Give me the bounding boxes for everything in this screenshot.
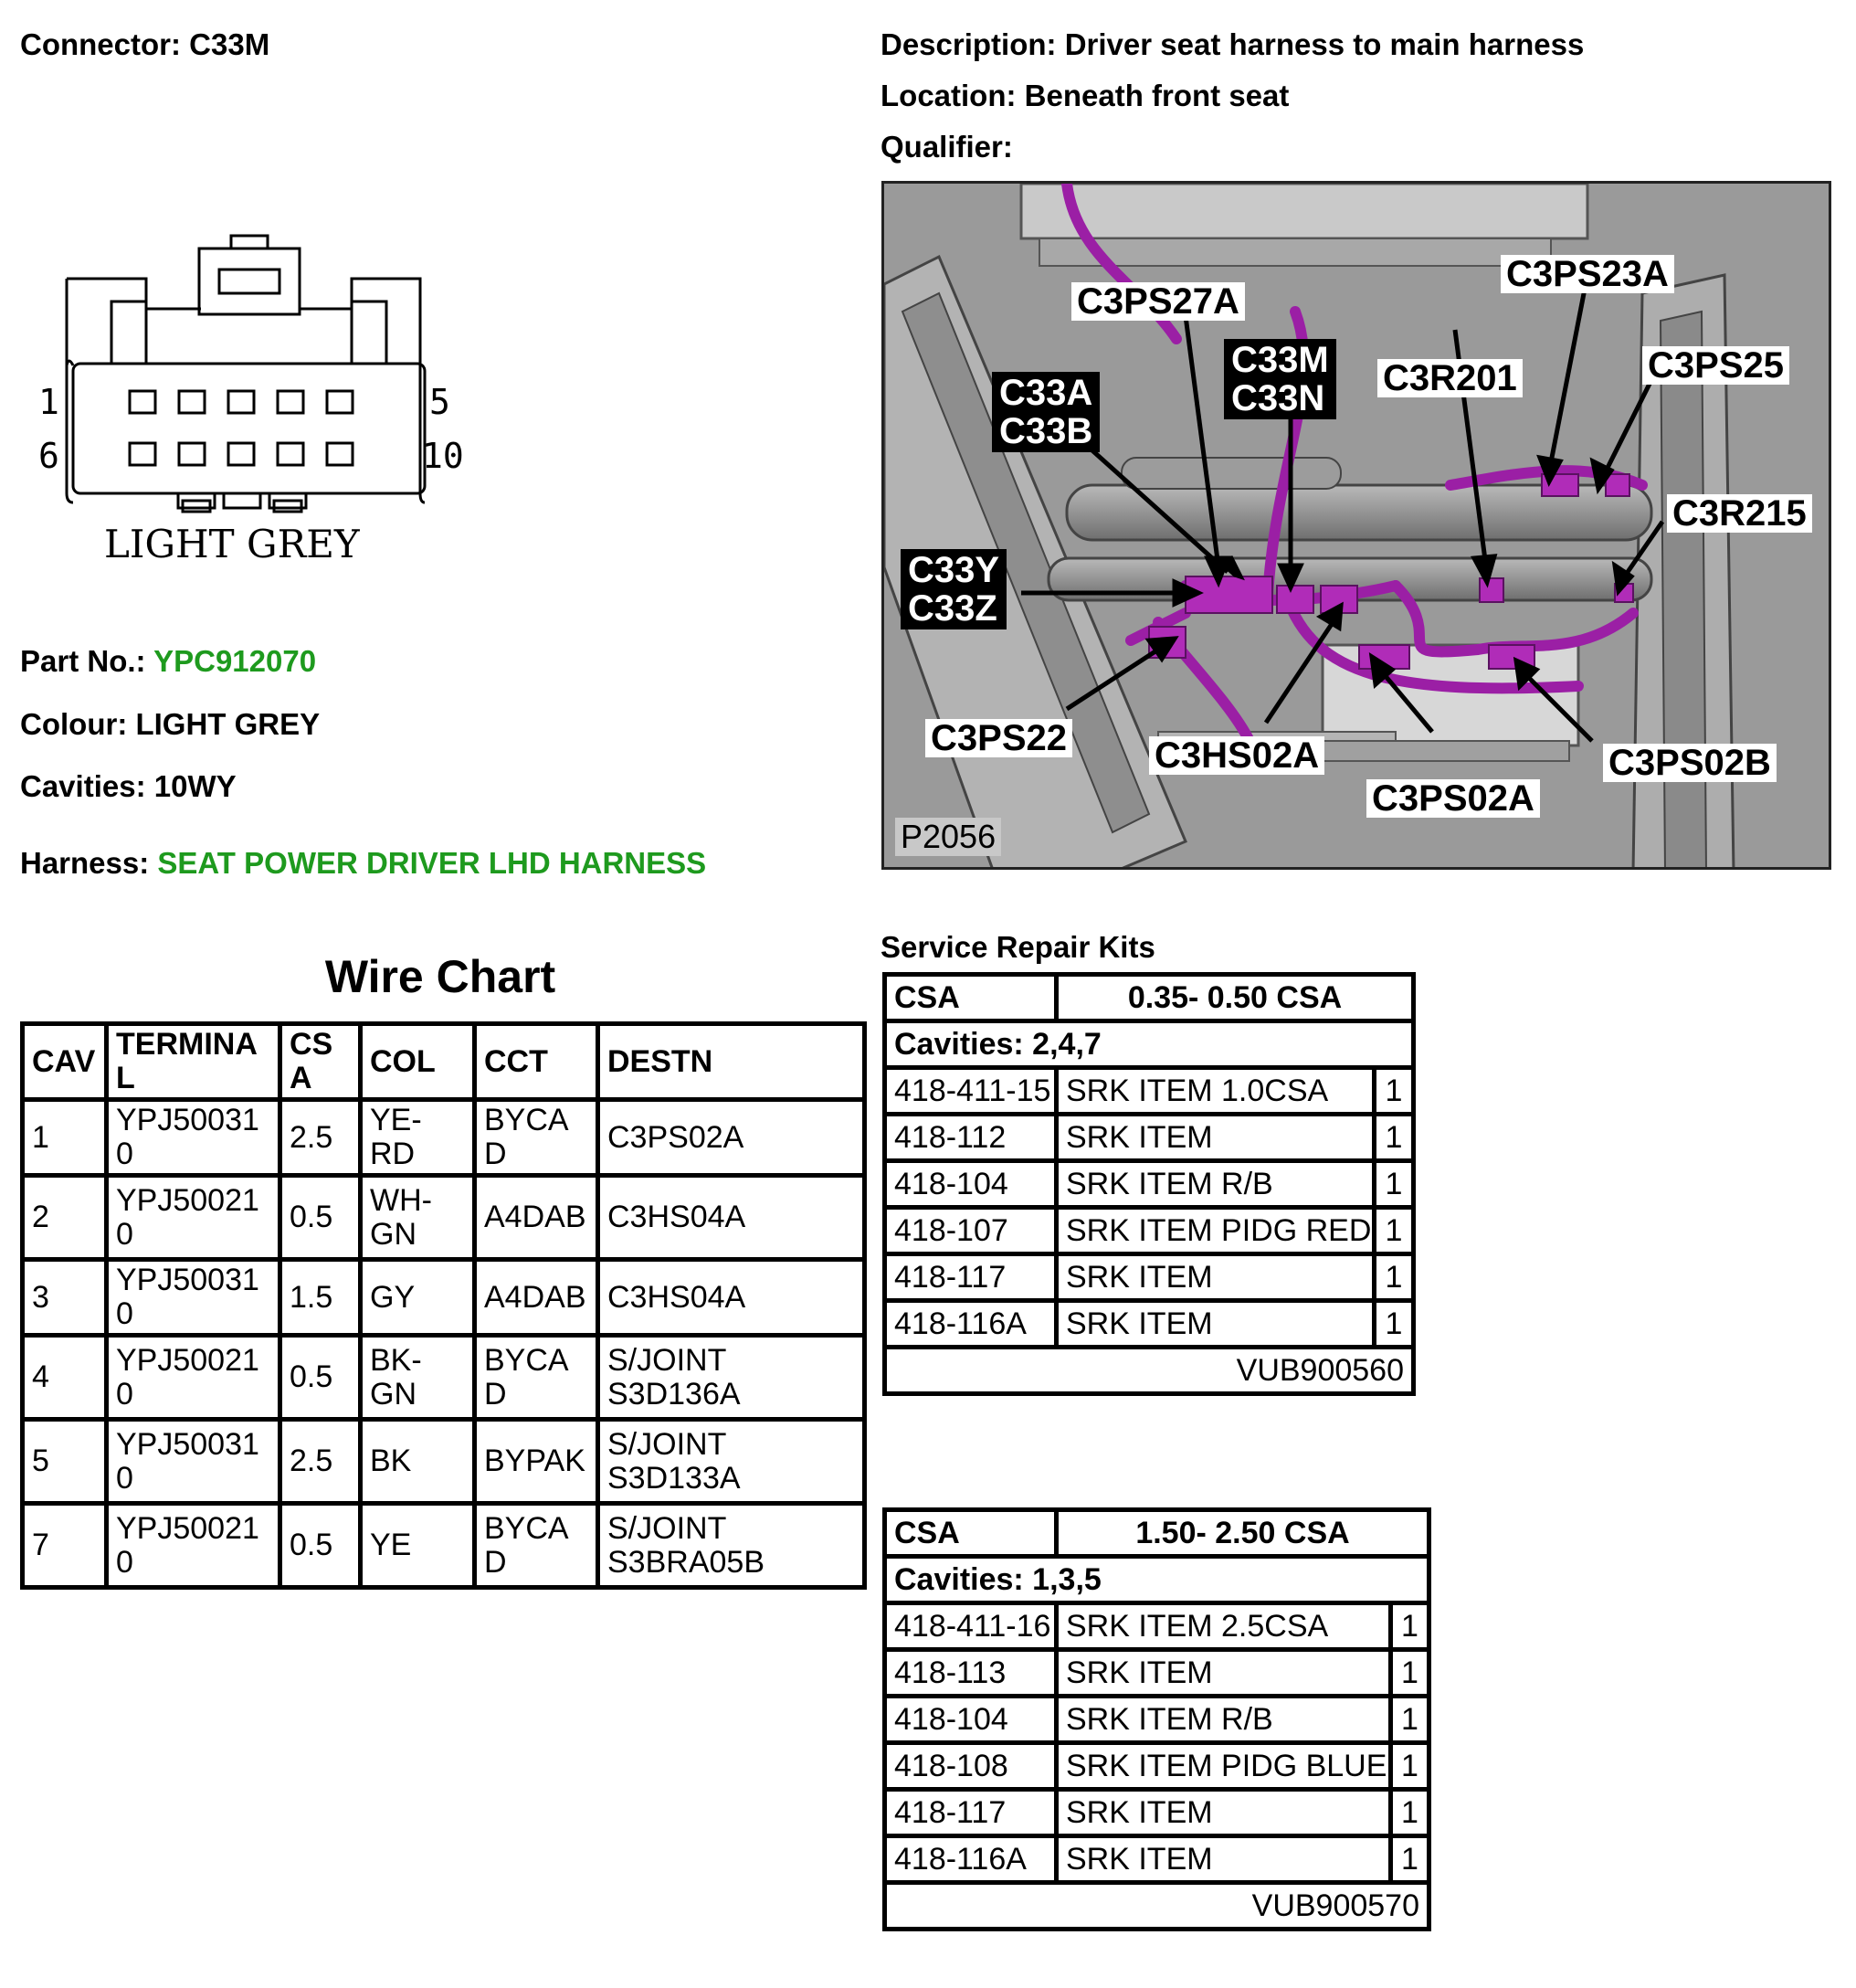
table-row (23, 1260, 865, 1336)
table-row (885, 1301, 1414, 1348)
callout-c33z: C33Z (908, 588, 997, 629)
kit-item-code: 418-104 (885, 1161, 1057, 1208)
kit-item-qty: 1 (1391, 1743, 1429, 1790)
kit-cavities: Cavities: 2,4,7 (885, 1021, 1414, 1068)
kit-item-desc: SRK ITEM (1057, 1836, 1391, 1883)
callout-c33y: C33Y (908, 550, 1000, 590)
kit-item-desc: SRK ITEM R/B (1057, 1697, 1391, 1743)
col-header-csa: CSA (280, 1024, 361, 1100)
pin-label-5: 5 (429, 382, 450, 422)
kit-item-qty: 1 (1391, 1836, 1429, 1883)
kit-item-qty: 1 (1375, 1254, 1414, 1301)
cell-terminal: YPJ500210 (107, 1504, 280, 1588)
kit-item-desc: SRK ITEM 1.0CSA (1057, 1068, 1375, 1115)
kit-item-code: 418-116A (885, 1836, 1057, 1883)
description-field (881, 27, 1584, 62)
pin-label-6: 6 (38, 436, 59, 476)
kit-item-desc: SRK ITEM (1057, 1115, 1375, 1161)
kit-item-desc: SRK ITEM (1057, 1650, 1391, 1697)
callout-c3ps02b: C3PS02B (1603, 744, 1777, 782)
part-no-label: Part No.: (20, 644, 146, 678)
callout-c3hs02a: C3HS02A (1149, 736, 1324, 775)
kit-item-desc: SRK ITEM R/B (1057, 1161, 1375, 1208)
cell-destn: C3HS04A (598, 1260, 865, 1336)
service-repair-kits-heading: Service Repair Kits (881, 930, 1155, 964)
kit-csa-row (885, 1510, 1429, 1557)
cell-cav: 5 (23, 1420, 107, 1504)
table-row (885, 1836, 1429, 1883)
cell-col: BK (361, 1420, 475, 1504)
cell-cct: BYCAD (475, 1504, 598, 1588)
cell-csa: 2.5 (280, 1100, 361, 1176)
kit-item-qty: 1 (1375, 1208, 1414, 1254)
kit-item-qty: 1 (1375, 1161, 1414, 1208)
callout-c33n: C33N (1231, 378, 1325, 418)
callout-c33a-c33b (992, 372, 1100, 452)
cell-destn: S/JOINT S3D136A (598, 1336, 865, 1420)
callout-c3ps23a: C3PS23A (1501, 255, 1674, 293)
table-row (885, 1697, 1429, 1743)
photo-reference-id: P2056 (895, 818, 1001, 856)
cell-cct: BYCAD (475, 1100, 598, 1176)
col-header-cct: CCT (475, 1024, 598, 1100)
cell-cct: BYCAD (475, 1336, 598, 1420)
cavity-grid (130, 391, 353, 465)
kit-csa-label: CSA (885, 975, 1057, 1021)
kit-item-qty: 1 (1391, 1603, 1429, 1650)
callout-c33b: C33B (999, 411, 1093, 451)
table-row (885, 1790, 1429, 1836)
description-label: Description: (881, 27, 1057, 61)
kit-item-code: 418-411-16 (885, 1603, 1057, 1650)
kit-item-code: 418-411-15 (885, 1068, 1057, 1115)
cell-cav: 4 (23, 1336, 107, 1420)
kit-item-code: 418-112 (885, 1115, 1057, 1161)
kit-item-desc: SRK ITEM 2.5CSA (1057, 1603, 1391, 1650)
kit-cavities-row (885, 1557, 1429, 1603)
table-row (885, 1254, 1414, 1301)
cavities-field (20, 769, 237, 804)
table-row (885, 1743, 1429, 1790)
cell-cav: 2 (23, 1176, 107, 1260)
callout-c3r201: C3R201 (1377, 359, 1523, 397)
colour-value: LIGHT GREY (135, 707, 321, 741)
cell-cav: 7 (23, 1504, 107, 1588)
harness-value[interactable]: SEAT POWER DRIVER LHD HARNESS (157, 846, 707, 880)
cell-cct: BYPAK (475, 1420, 598, 1504)
kit-item-qty: 1 (1375, 1301, 1414, 1348)
kit-cavities: Cavities: 1,3,5 (885, 1557, 1429, 1603)
kit-item-code: 418-117 (885, 1790, 1057, 1836)
callout-c3ps25: C3PS25 (1642, 346, 1789, 385)
kit-item-code: 418-117 (885, 1254, 1057, 1301)
callout-c3ps02a: C3PS02A (1366, 779, 1540, 818)
qualifier-field (881, 130, 1013, 164)
cell-cav: 1 (23, 1100, 107, 1176)
cell-terminal: YPJ500310 (107, 1260, 280, 1336)
cell-cct: A4DAB (475, 1260, 598, 1336)
table-row (23, 1504, 865, 1588)
table-row (885, 1115, 1414, 1161)
cell-csa: 2.5 (280, 1420, 361, 1504)
table-row (885, 1650, 1429, 1697)
callout-c33m: C33M (1231, 340, 1329, 380)
colour-field (20, 707, 320, 742)
col-header-terminal: TERMINAL (107, 1024, 280, 1100)
kit-csa-row (885, 975, 1414, 1021)
kit-csa-label: CSA (885, 1510, 1057, 1557)
colour-label: Colour: (20, 707, 128, 741)
cavities-value: 10WY (153, 769, 237, 803)
kit-item-desc: SRK ITEM (1057, 1254, 1375, 1301)
callout-c3r215: C3R215 (1667, 494, 1812, 533)
cell-terminal: YPJ500310 (107, 1420, 280, 1504)
table-row (23, 1336, 865, 1420)
qualifier-label: Qualifier: (881, 130, 1013, 164)
kit-item-desc: SRK ITEM (1057, 1790, 1391, 1836)
wire-chart-table (20, 1021, 867, 1590)
harness-label: Harness: (20, 846, 150, 880)
col-header-col: COL (361, 1024, 475, 1100)
table-row (885, 1068, 1414, 1115)
seat-location-photo (881, 181, 1831, 870)
kit-item-code: 418-104 (885, 1697, 1057, 1743)
cell-csa: 1.5 (280, 1260, 361, 1336)
description-value: Driver seat harness to main harness (1064, 27, 1585, 61)
col-header-destn: DESTN (598, 1024, 865, 1100)
connector-field (20, 27, 269, 62)
cell-col: GY (361, 1260, 475, 1336)
cell-cct: A4DAB (475, 1176, 598, 1260)
kit-item-code: 418-108 (885, 1743, 1057, 1790)
col-header-cav: CAV (23, 1024, 107, 1100)
cell-destn: C3HS04A (598, 1176, 865, 1260)
cell-destn: C3PS02A (598, 1100, 865, 1176)
repair-kit-table-2 (882, 1507, 1431, 1931)
kit-csa-range: 1.50- 2.50 CSA (1057, 1510, 1429, 1557)
kit-csa-range: 0.35- 0.50 CSA (1057, 975, 1414, 1021)
part-no-field (20, 644, 316, 679)
cell-terminal: YPJ500210 (107, 1176, 280, 1260)
kit-number: VUB900570 (885, 1883, 1429, 1930)
cell-csa: 0.5 (280, 1336, 361, 1420)
kit-item-qty: 1 (1391, 1650, 1429, 1697)
kit-item-desc: SRK ITEM PIDG RED (1057, 1208, 1375, 1254)
cell-cav: 3 (23, 1260, 107, 1336)
table-row (885, 1161, 1414, 1208)
callout-c33m-c33n (1224, 339, 1336, 419)
kit-item-code: 418-113 (885, 1650, 1057, 1697)
callout-c33y-c33z (901, 549, 1007, 629)
connector-colour-caption: LIGHT GREY (104, 522, 360, 566)
pin-label-10: 10 (422, 436, 464, 476)
cell-terminal: YPJ500210 (107, 1336, 280, 1420)
table-row (885, 1603, 1429, 1650)
harness-field (20, 846, 706, 881)
repair-kit-table-1 (882, 972, 1416, 1396)
wire-chart-title: Wire Chart (324, 951, 556, 1002)
callout-c33a: C33A (999, 373, 1093, 413)
cavities-label: Cavities: (20, 769, 146, 803)
cell-destn: S/JOINT S3BRA05B (598, 1504, 865, 1588)
kit-item-desc: SRK ITEM PIDG BLUE (1057, 1743, 1391, 1790)
kit-number: VUB900560 (885, 1348, 1414, 1394)
part-no-value[interactable]: YPC912070 (153, 644, 317, 678)
wire-chart-header-row (23, 1024, 865, 1100)
cell-csa: 0.5 (280, 1504, 361, 1588)
location-field (881, 79, 1289, 113)
table-row (885, 1208, 1414, 1254)
connector-face-diagram (27, 228, 484, 585)
kit-item-qty: 1 (1375, 1068, 1414, 1115)
cell-col: WH-GN (361, 1176, 475, 1260)
table-row (23, 1176, 865, 1260)
cell-col: YE (361, 1504, 475, 1588)
pin-label-1: 1 (38, 382, 59, 422)
kit-item-qty: 1 (1375, 1115, 1414, 1161)
cell-col: YE-RD (361, 1100, 475, 1176)
location-value: Beneath front seat (1024, 79, 1290, 112)
cell-csa: 0.5 (280, 1176, 361, 1260)
kit-number-row (885, 1883, 1429, 1930)
cell-terminal: YPJ500310 (107, 1100, 280, 1176)
connector-label: Connector: (20, 27, 181, 61)
callout-c3ps27a: C3PS27A (1071, 282, 1245, 321)
callout-c3ps22: C3PS22 (925, 719, 1072, 757)
kit-item-qty: 1 (1391, 1697, 1429, 1743)
cell-col: BK-GN (361, 1336, 475, 1420)
kit-item-desc: SRK ITEM (1057, 1301, 1375, 1348)
kit-item-qty: 1 (1391, 1790, 1429, 1836)
table-row (23, 1100, 865, 1176)
kit-cavities-row (885, 1021, 1414, 1068)
kit-item-code: 418-116A (885, 1301, 1057, 1348)
kit-item-code: 418-107 (885, 1208, 1057, 1254)
connector-value: C33M (189, 27, 270, 61)
kit-number-row (885, 1348, 1414, 1394)
table-row (23, 1420, 865, 1504)
location-label: Location: (881, 79, 1017, 112)
cell-destn: S/JOINT S3D133A (598, 1420, 865, 1504)
